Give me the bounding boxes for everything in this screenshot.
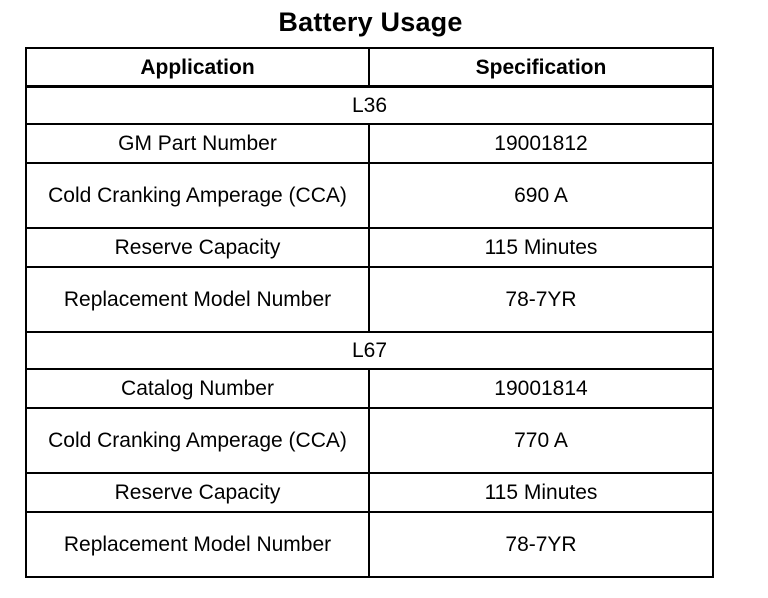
application-cell: Replacement Model Number <box>26 267 369 332</box>
section-label: L67 <box>26 332 713 369</box>
specification-cell: 770 A <box>369 408 713 473</box>
page-title: Battery Usage <box>278 7 463 37</box>
specification-cell: 115 Minutes <box>369 473 713 512</box>
specification-cell: 19001812 <box>369 124 713 163</box>
specification-cell: 115 Minutes <box>369 228 713 267</box>
table-row <box>26 228 713 267</box>
application-cell: GM Part Number <box>26 124 369 163</box>
specification-cell: 78-7YR <box>369 267 713 332</box>
column-header-specification: Specification <box>369 48 713 87</box>
application-cell: Cold Cranking Amperage (CCA) <box>26 408 369 473</box>
table-row <box>26 473 713 512</box>
specification-cell: 690 A <box>369 163 713 228</box>
application-cell: Cold Cranking Amperage (CCA) <box>26 163 369 228</box>
table-row <box>26 408 713 473</box>
application-cell: Reserve Capacity <box>26 228 369 267</box>
table-row <box>26 267 713 332</box>
table-header-row <box>26 48 713 87</box>
column-header-application: Application <box>26 48 369 87</box>
application-cell: Replacement Model Number <box>26 512 369 577</box>
section-row-l67 <box>26 332 713 369</box>
specification-cell: 19001814 <box>369 369 713 408</box>
section-label: L36 <box>26 87 713 125</box>
table-row <box>26 369 713 408</box>
section-row-l36 <box>26 87 713 125</box>
battery-usage-table <box>25 47 714 578</box>
application-cell: Reserve Capacity <box>26 473 369 512</box>
application-cell: Catalog Number <box>26 369 369 408</box>
table-row <box>26 163 713 228</box>
specification-cell: 78-7YR <box>369 512 713 577</box>
table-row <box>26 124 713 163</box>
table-row <box>26 512 713 577</box>
